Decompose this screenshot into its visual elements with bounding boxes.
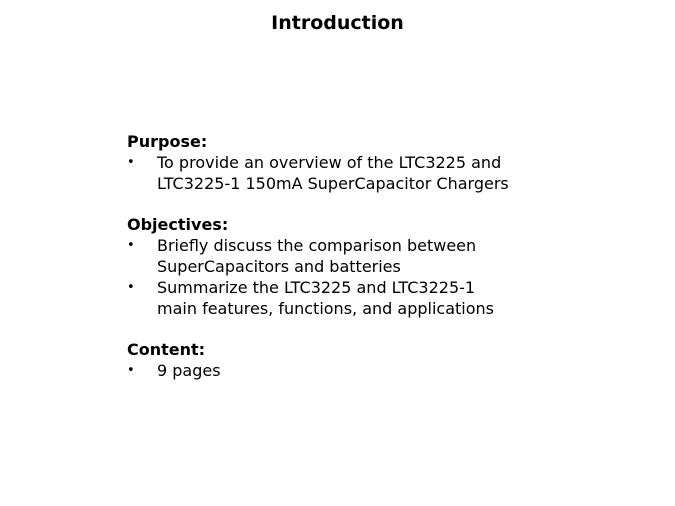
objectives-heading: Objectives: [127, 215, 229, 234]
bullet-text-line: SuperCapacitors and batteries [157, 257, 401, 276]
objectives-section [127, 214, 597, 319]
purpose-bullet-list [127, 152, 597, 194]
bullet-text-line: Summarize the LTC3225 and LTC3225-1 [157, 278, 476, 297]
content-bullet-1 [127, 360, 597, 381]
objectives-bullet-list [127, 235, 597, 319]
content-section [127, 339, 597, 381]
bullet-icon: • [127, 238, 135, 253]
bullet-icon: • [127, 280, 135, 295]
bullet-text-line: main features, functions, and applications [157, 299, 494, 318]
objectives-bullet-2 [127, 277, 597, 319]
bullet-icon: • [127, 155, 135, 170]
bullet-text-line: LTC3225-1 150mA SuperCapacitor Chargers [157, 174, 509, 193]
purpose-heading: Purpose: [127, 132, 208, 151]
bullet-icon: • [127, 363, 135, 378]
content-heading: Content: [127, 340, 206, 359]
bullet-text-line: 9 pages [157, 361, 221, 380]
objectives-bullet-1 [127, 235, 597, 277]
bullet-text-line: To provide an overview of the LTC3225 and [157, 153, 502, 172]
slide-body [127, 131, 597, 401]
purpose-bullet-1 [127, 152, 597, 194]
bullet-text-line: Briefly discuss the comparison between [157, 236, 477, 255]
slide-title: Introduction [271, 12, 404, 34]
purpose-section [127, 131, 597, 194]
content-bullet-list [127, 360, 597, 381]
